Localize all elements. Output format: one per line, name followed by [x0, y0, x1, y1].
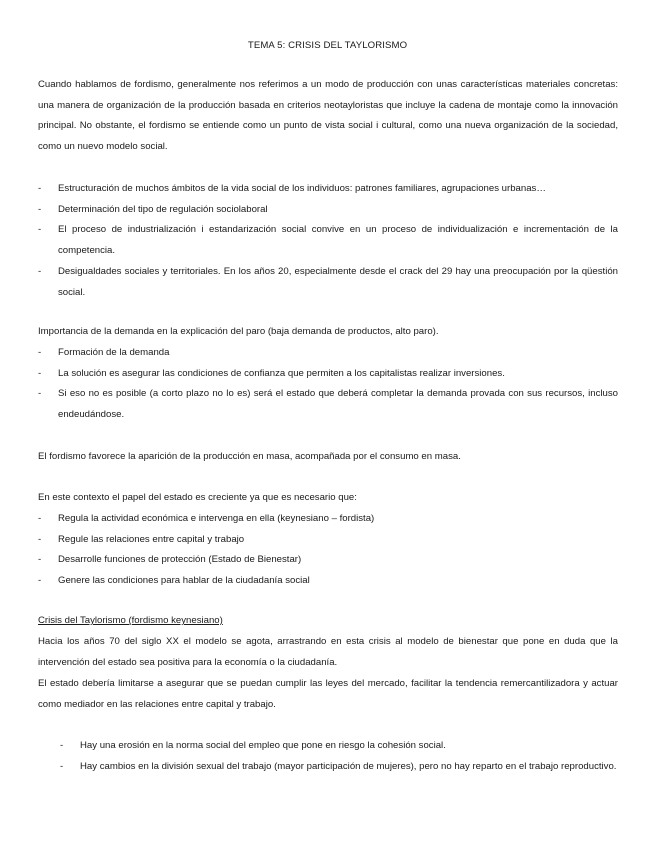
list-item: - Estructuración de muchos ámbitos de la vida social de los individuos: patrones familiares, agrupaciones urbanas…: [38, 179, 618, 200]
mass-production-paragraph: El fordismo favorece la aparición de la producción en masa, acompañada por el consumo en masa.: [38, 451, 461, 462]
crisis-effects-list: [60, 736, 618, 777]
state-role-list: [38, 509, 618, 592]
demand-intro: Importancia de la demanda en la explicación del paro (baja demanda de productos, alto paro).: [38, 326, 439, 337]
list-item: - Genere las condiciones para hablar de la ciudadanía social: [38, 571, 618, 592]
list-item: - Desigualdades sociales y territoriales. En los años 20, especialmente desde el crack del 29 hay una preocupación por la qüestión social.: [38, 262, 618, 303]
intro-paragraph: Cuando hablamos de fordismo, generalmente nos referimos a un modo de producción con unas características materiales concretas: una manera de organización de la producción basada en criterios neotayloristas que incluye la cadena de montaje como la innovación principal. No obstante, el fordismo se entiende como un punto de vista social i cultural, como una nueva organización de la sociedad, como un nuevo modelo social.: [38, 79, 618, 153]
list-item: - Hay cambios en la división sexual del trabajo (mayor participación de mujeres), pero no hay reparto en el trabajo reproductivo.: [60, 757, 618, 778]
fordism-features-list: [38, 179, 618, 303]
list-item: - Hay una erosión en la norma social del empleo que pone en riesgo la cohesión social.: [60, 736, 618, 757]
crisis-heading: Crisis del Taylorismo (fordismo keynesiano): [38, 615, 223, 626]
list-item: - Regula la actividad económica e intervenga en ella (keynesiano – fordista): [38, 509, 618, 530]
list-item: - Regule las relaciones entre capital y trabajo: [38, 530, 618, 551]
list-item: - Determinación del tipo de regulación sociolaboral: [38, 200, 618, 221]
list-item: - Formación de la demanda: [38, 343, 618, 364]
crisis-paragraph-1: Hacia los años 70 del siglo XX el modelo se agota, arrastrando en esta crisis al modelo de bienestar que pone en duda que la intervención del estado sea positiva para la economía o la ciudadanía.: [38, 636, 618, 668]
list-item: - La solución es asegurar las condiciones de confianza que permiten a los capitalistas realizar inversiones.: [38, 364, 618, 385]
list-item: - Si eso no es posible (a corto plazo no lo es) será el estado que deberá completar la demanda provada con sus recursos, incluso endeudándose.: [38, 384, 618, 425]
document-title: TEMA 5: CRISIS DEL TAYLORISMO: [247, 40, 408, 51]
list-item: - Desarrolle funciones de protección (Estado de Bienestar): [38, 550, 618, 571]
list-item: - El proceso de industrialización i estandarización social convive en un proceso de individualización e incrementación de la competencia.: [38, 220, 618, 261]
demand-list: [38, 343, 618, 426]
crisis-paragraph-2: El estado debería limitarse a asegurar que se puedan cumplir las leyes del mercado, facilitar la tendencia remercantilizadora y actuar como mediador en las relaciones entre capital y trabajo.: [38, 678, 618, 710]
state-intro: En este contexto el papel del estado es creciente ya que es necesario que:: [38, 492, 357, 503]
